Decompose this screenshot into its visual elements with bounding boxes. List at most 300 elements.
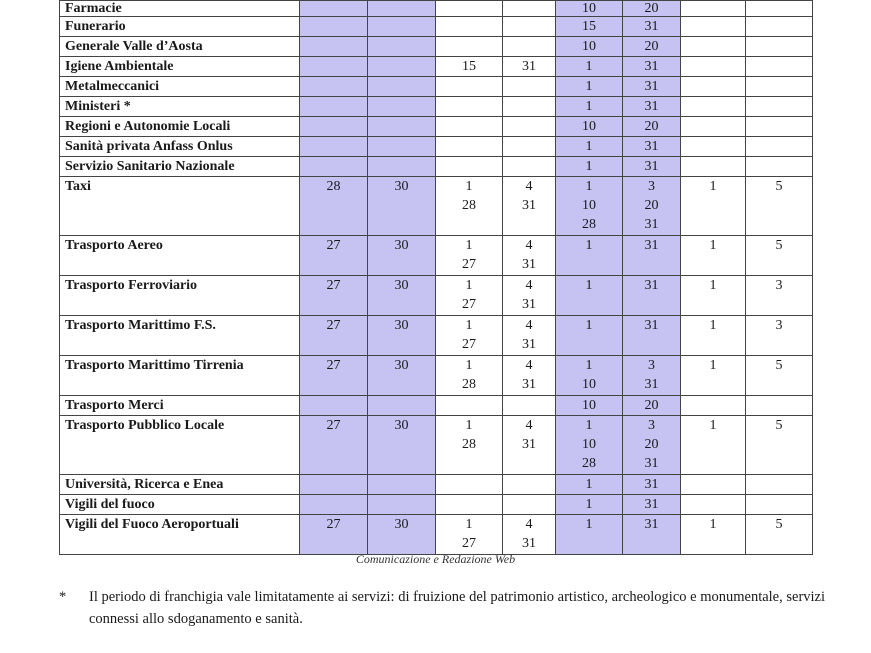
table-cell xyxy=(746,157,813,177)
cell-value: 31 xyxy=(644,318,659,333)
table-cell xyxy=(746,177,813,236)
cell-value: 20 xyxy=(644,39,659,54)
cell-value: 31 xyxy=(522,377,536,392)
cell-value: 1 xyxy=(585,477,593,492)
holiday-table xyxy=(59,0,813,555)
table-cell xyxy=(436,276,503,316)
table-cell xyxy=(503,515,556,555)
table-cell xyxy=(436,117,503,137)
table-cell xyxy=(746,1,813,17)
table-cell xyxy=(681,37,746,57)
row-label: Trasporto Aereo xyxy=(60,236,300,276)
cell-value: 4 xyxy=(525,278,533,293)
table-body xyxy=(60,1,813,555)
table-cell xyxy=(681,1,746,17)
cell-value: 10 xyxy=(582,1,596,16)
table-cell xyxy=(746,396,813,416)
table-cell xyxy=(681,515,746,555)
table-cell xyxy=(436,97,503,117)
table-row xyxy=(60,137,813,157)
table-cell xyxy=(556,316,623,356)
table-cell xyxy=(503,57,556,77)
cell-value: 1 xyxy=(585,59,593,74)
table-cell xyxy=(746,97,813,117)
cell-value: 4 xyxy=(525,318,533,333)
cell-value: 27 xyxy=(326,358,341,373)
table-cell xyxy=(436,495,503,515)
cell-value: 27 xyxy=(326,418,341,433)
cell-value: 4 xyxy=(525,358,533,373)
table-cell xyxy=(300,17,368,37)
cell-value: 31 xyxy=(644,217,659,232)
cell-value: 15 xyxy=(462,59,476,74)
cell-value: 10 xyxy=(582,119,596,134)
row-label: Regioni e Autonomie Locali xyxy=(60,117,300,137)
cell-value: 5 xyxy=(775,179,783,194)
table-row xyxy=(60,97,813,117)
cell-value: 27 xyxy=(326,238,341,253)
cell-value: 31 xyxy=(522,59,536,74)
table-cell xyxy=(681,97,746,117)
cell-value: 5 xyxy=(775,418,783,433)
table-cell xyxy=(503,97,556,117)
row-label: Farmacie xyxy=(60,1,300,17)
table-cell xyxy=(681,117,746,137)
table-cell xyxy=(556,515,623,555)
cell-value: 1 xyxy=(585,497,593,512)
cell-value: 1 xyxy=(585,159,593,174)
table-cell xyxy=(503,236,556,276)
cell-value: 4 xyxy=(525,418,533,433)
row-label: Trasporto Marittimo F.S. xyxy=(60,316,300,356)
cell-value: 3 xyxy=(648,179,655,194)
table-cell xyxy=(623,515,681,555)
table-cell xyxy=(623,97,681,117)
table-cell xyxy=(436,177,503,236)
table-cell xyxy=(436,356,503,396)
cell-value: 4 xyxy=(525,179,533,194)
cell-value: 3 xyxy=(648,418,655,433)
cell-value: 4 xyxy=(525,238,533,253)
table-cell xyxy=(300,495,368,515)
table-cell xyxy=(681,236,746,276)
cell-value: 1 xyxy=(585,238,593,253)
table-cell xyxy=(503,1,556,17)
cell-value: 1 xyxy=(585,318,593,333)
table-row xyxy=(60,57,813,77)
cell-value: 15 xyxy=(582,19,596,34)
table-cell xyxy=(623,17,681,37)
table-cell xyxy=(300,157,368,177)
table-row xyxy=(60,177,813,236)
table-cell xyxy=(746,17,813,37)
cell-value: 31 xyxy=(644,477,659,492)
table-cell xyxy=(503,276,556,316)
cell-value: 5 xyxy=(775,238,783,253)
table-cell xyxy=(746,37,813,57)
cell-value: 1 xyxy=(709,179,717,194)
table-cell xyxy=(436,515,503,555)
table-cell xyxy=(556,416,623,475)
table-cell xyxy=(681,416,746,475)
cell-value: 3 xyxy=(775,278,783,293)
cell-value: 28 xyxy=(582,456,596,471)
table-cell xyxy=(368,177,436,236)
table-cell xyxy=(556,356,623,396)
cell-value: 31 xyxy=(644,517,659,532)
table-row xyxy=(60,77,813,97)
cell-value: 31 xyxy=(644,159,659,174)
cell-value: 31 xyxy=(644,79,659,94)
table-cell xyxy=(556,137,623,157)
table-cell xyxy=(623,416,681,475)
table-cell xyxy=(681,316,746,356)
cell-value: 10 xyxy=(582,398,596,413)
cell-value: 30 xyxy=(394,418,409,433)
table-cell xyxy=(436,316,503,356)
row-label: Sanità privata Anfass Onlus xyxy=(60,137,300,157)
cell-value: 31 xyxy=(522,297,536,312)
table-cell xyxy=(368,37,436,57)
table-cell xyxy=(746,356,813,396)
cell-value: 5 xyxy=(775,358,783,373)
row-label: Taxi xyxy=(60,177,300,236)
cell-value: 31 xyxy=(522,337,536,352)
cell-value: 31 xyxy=(522,437,536,452)
cell-value: 1 xyxy=(585,358,593,373)
cell-value: 10 xyxy=(582,437,596,452)
cell-value: 30 xyxy=(394,238,409,253)
cell-value: 1 xyxy=(465,179,473,194)
table-cell xyxy=(623,1,681,17)
cell-value: 1 xyxy=(709,358,717,373)
row-label: Università, Ricerca e Enea xyxy=(60,475,300,495)
cell-value: 28 xyxy=(326,179,341,194)
cell-value: 20 xyxy=(644,198,659,213)
table-cell xyxy=(368,396,436,416)
table-cell xyxy=(681,396,746,416)
table-cell xyxy=(436,17,503,37)
cell-value: 30 xyxy=(394,517,409,532)
table-cell xyxy=(368,475,436,495)
cell-value: 28 xyxy=(462,377,476,392)
cell-value: 28 xyxy=(582,217,596,232)
cell-value: 27 xyxy=(462,337,476,352)
row-label: Igiene Ambientale xyxy=(60,57,300,77)
table-cell xyxy=(503,137,556,157)
row-label: Metalmeccanici xyxy=(60,77,300,97)
table-cell xyxy=(556,236,623,276)
cell-value: 20 xyxy=(644,1,659,16)
table-cell xyxy=(300,97,368,117)
table-cell xyxy=(368,157,436,177)
cell-value: 27 xyxy=(326,517,341,532)
table-cell xyxy=(556,97,623,117)
cell-value: 30 xyxy=(394,318,409,333)
row-label: Trasporto Merci xyxy=(60,396,300,416)
table-cell xyxy=(503,17,556,37)
table-cell xyxy=(556,276,623,316)
cell-value: 1 xyxy=(709,517,717,532)
table-row xyxy=(60,117,813,137)
cell-value: 27 xyxy=(462,536,476,551)
cell-value: 27 xyxy=(326,318,341,333)
table-cell xyxy=(746,416,813,475)
row-label: Ministeri * xyxy=(60,97,300,117)
table-cell xyxy=(436,137,503,157)
table-cell xyxy=(623,475,681,495)
cell-value: 1 xyxy=(585,79,593,94)
row-label: Trasporto Ferroviario xyxy=(60,276,300,316)
table-cell xyxy=(681,157,746,177)
table-row xyxy=(60,475,813,495)
table-cell xyxy=(368,416,436,475)
row-label: Trasporto Marittimo Tirrenia xyxy=(60,356,300,396)
cell-value: 1 xyxy=(709,318,717,333)
table-row xyxy=(60,37,813,57)
table-cell xyxy=(368,17,436,37)
table-cell xyxy=(556,177,623,236)
row-label: Vigili del fuoco xyxy=(60,495,300,515)
cell-value: 31 xyxy=(644,139,659,154)
table-cell xyxy=(681,495,746,515)
table-cell xyxy=(746,495,813,515)
table-cell xyxy=(681,17,746,37)
cell-value: 1 xyxy=(585,278,593,293)
table-cell xyxy=(300,236,368,276)
table-cell xyxy=(746,236,813,276)
table-row xyxy=(60,236,813,276)
cell-value: 30 xyxy=(394,358,409,373)
table-cell xyxy=(436,475,503,495)
cell-value: 30 xyxy=(394,179,409,194)
cell-value: 20 xyxy=(644,398,659,413)
row-label: Trasporto Pubblico Locale xyxy=(60,416,300,475)
table-cell xyxy=(368,97,436,117)
table-cell xyxy=(556,117,623,137)
cell-value: 1 xyxy=(465,418,473,433)
footnote-text: Il periodo di franchigia vale limitatamente ai servizi: di fruizione del patrimonio artistico, archeologico e monumentale, servizi connessi allo sdoganamento e sanità. xyxy=(89,589,826,627)
table-cell xyxy=(746,515,813,555)
table-row xyxy=(60,276,813,316)
cell-value: 31 xyxy=(522,198,536,213)
cell-value: 3 xyxy=(648,358,655,373)
table-row xyxy=(60,495,813,515)
table-cell xyxy=(300,416,368,475)
table-cell xyxy=(623,37,681,57)
cell-value: 27 xyxy=(326,278,341,293)
table-row xyxy=(60,17,813,37)
cell-value: 10 xyxy=(582,377,596,392)
table-cell xyxy=(623,57,681,77)
cell-value: 27 xyxy=(462,297,476,312)
table-row xyxy=(60,157,813,177)
cell-value: 20 xyxy=(644,437,659,452)
table-cell xyxy=(623,396,681,416)
cell-value: 31 xyxy=(644,497,659,512)
source-caption: Comunicazione e Redazione Web xyxy=(355,552,516,566)
table-cell xyxy=(300,77,368,97)
footnote-marker: * xyxy=(59,589,67,605)
table-cell xyxy=(623,157,681,177)
table-cell xyxy=(681,276,746,316)
cell-value: 3 xyxy=(775,318,783,333)
table-cell xyxy=(623,236,681,276)
table-cell xyxy=(503,157,556,177)
table-row xyxy=(60,515,813,555)
table-cell xyxy=(556,57,623,77)
cell-value: 31 xyxy=(644,99,659,114)
cell-value: 1 xyxy=(585,179,593,194)
cell-value: 27 xyxy=(462,257,476,272)
table-cell xyxy=(503,356,556,396)
cell-value: 1 xyxy=(709,278,717,293)
table-cell xyxy=(623,117,681,137)
cell-value: 1 xyxy=(585,139,593,154)
table-cell xyxy=(503,396,556,416)
table-cell xyxy=(746,316,813,356)
cell-value: 10 xyxy=(582,39,596,54)
table-cell xyxy=(746,475,813,495)
table-cell xyxy=(368,316,436,356)
table-cell xyxy=(681,356,746,396)
cell-value: 5 xyxy=(775,517,783,532)
cell-value: 31 xyxy=(522,536,536,551)
cell-value: 31 xyxy=(644,456,659,471)
table-cell xyxy=(746,77,813,97)
table-cell xyxy=(503,117,556,137)
table-cell xyxy=(368,1,436,17)
cell-value: 31 xyxy=(644,278,659,293)
table-cell xyxy=(368,137,436,157)
table-cell xyxy=(503,475,556,495)
table-cell xyxy=(300,475,368,495)
table-cell xyxy=(623,356,681,396)
table-cell xyxy=(368,356,436,396)
table-cell xyxy=(503,77,556,97)
table-row xyxy=(60,416,813,475)
table-cell xyxy=(746,276,813,316)
cell-value: 1 xyxy=(465,278,473,293)
row-label: Funerario xyxy=(60,17,300,37)
cell-value: 4 xyxy=(525,517,533,532)
cell-value: 31 xyxy=(644,19,659,34)
cell-value: 30 xyxy=(394,278,409,293)
table-cell xyxy=(556,17,623,37)
table-cell xyxy=(623,137,681,157)
table-cell xyxy=(300,515,368,555)
table-cell xyxy=(503,495,556,515)
table-cell xyxy=(436,236,503,276)
row-label: Servizio Sanitario Nazionale xyxy=(60,157,300,177)
table-cell xyxy=(436,57,503,77)
table-cell xyxy=(556,495,623,515)
table-cell xyxy=(300,316,368,356)
table-cell xyxy=(300,396,368,416)
table-cell xyxy=(368,515,436,555)
table-cell xyxy=(746,137,813,157)
table-cell xyxy=(503,316,556,356)
table-cell xyxy=(556,396,623,416)
table-cell xyxy=(436,416,503,475)
cell-value: 28 xyxy=(462,198,476,213)
table-cell xyxy=(681,475,746,495)
table-cell xyxy=(681,137,746,157)
table-cell xyxy=(300,276,368,316)
table-cell xyxy=(556,37,623,57)
table-cell xyxy=(681,57,746,77)
table-cell xyxy=(746,57,813,77)
table-cell xyxy=(368,495,436,515)
table-cell xyxy=(368,276,436,316)
table-cell xyxy=(436,77,503,97)
table-cell xyxy=(300,57,368,77)
table-cell xyxy=(436,1,503,17)
table-cell xyxy=(556,475,623,495)
table-cell xyxy=(436,157,503,177)
table-cell xyxy=(623,177,681,236)
table-cell xyxy=(300,356,368,396)
table-cell xyxy=(300,137,368,157)
table-cell xyxy=(746,117,813,137)
table-cell xyxy=(300,177,368,236)
cell-value: 10 xyxy=(582,198,596,213)
table-cell xyxy=(556,157,623,177)
cell-value: 1 xyxy=(465,358,473,373)
cell-value: 31 xyxy=(522,257,536,272)
table-cell xyxy=(368,77,436,97)
table-cell xyxy=(556,77,623,97)
table-row xyxy=(60,356,813,396)
table-cell xyxy=(623,276,681,316)
cell-value: 1 xyxy=(585,418,593,433)
table-row xyxy=(60,1,813,17)
cell-value: 28 xyxy=(462,437,476,452)
table-cell xyxy=(681,77,746,97)
cell-value: 31 xyxy=(644,377,659,392)
table-row xyxy=(60,316,813,356)
footnote xyxy=(59,586,839,630)
table-cell xyxy=(300,37,368,57)
table-cell xyxy=(368,57,436,77)
cell-value: 1 xyxy=(585,99,593,114)
cell-value: 1 xyxy=(465,318,473,333)
table-cell xyxy=(436,37,503,57)
row-label: Generale Valle d’Aosta xyxy=(60,37,300,57)
cell-value: 1 xyxy=(709,418,717,433)
table-cell xyxy=(503,416,556,475)
table-cell xyxy=(623,495,681,515)
table-cell xyxy=(368,117,436,137)
cell-value: 20 xyxy=(644,119,659,134)
cell-value: 1 xyxy=(465,517,473,532)
table-cell xyxy=(503,37,556,57)
table-cell xyxy=(436,396,503,416)
cell-value: 1 xyxy=(465,238,473,253)
table-cell xyxy=(623,316,681,356)
cell-value: 1 xyxy=(709,238,717,253)
table-cell xyxy=(300,117,368,137)
table-cell xyxy=(623,77,681,97)
cell-value: 1 xyxy=(585,517,593,532)
table-row xyxy=(60,396,813,416)
table-cell xyxy=(556,1,623,17)
row-label: Vigili del Fuoco Aeroportuali xyxy=(60,515,300,555)
cell-value: 31 xyxy=(644,238,659,253)
table-cell xyxy=(681,177,746,236)
table-cell xyxy=(300,1,368,17)
cell-value: 31 xyxy=(644,59,659,74)
